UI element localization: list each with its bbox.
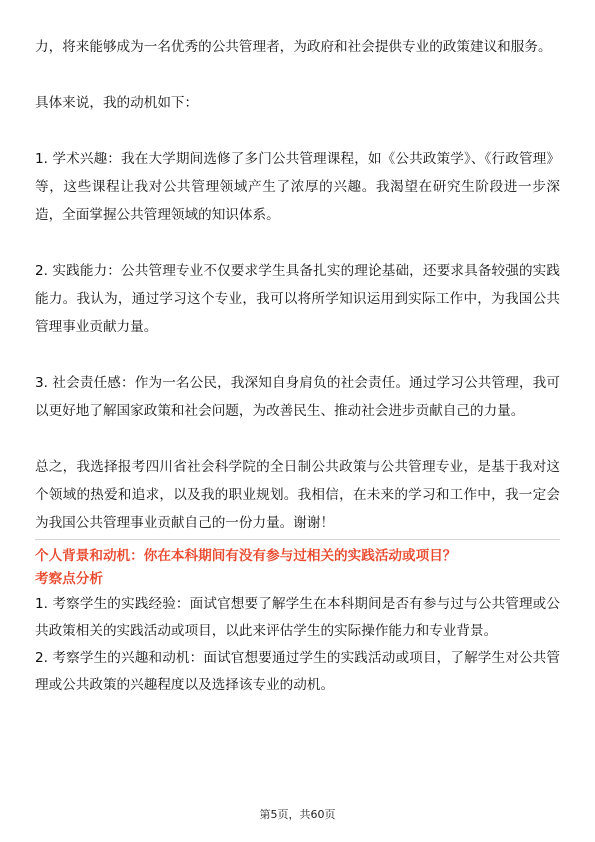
question-section: [35, 539, 560, 699]
paragraph-academic-interest: 1. 学术兴趣：我在大学期间选修了多门公共管理课程，如《公共政策学》、《行政管理》等，这些课程让我对公共管理领域产生了浓厚的兴趣。我渴望在研究生阶段进一步深造，全面掌握公共管理领域的知识体系。: [35, 151, 560, 223]
question-title: 个人背景和动机：你在本科期间有没有参与过相关的实践活动或项目？: [35, 548, 457, 564]
paragraph-motivation-intro: 具体来说，我的动机如下：: [35, 95, 199, 111]
analysis-point-1: 1. 考察学生的实践经验：面试官想要了解学生在本科期间是否有参与过与公共管理或公共政策相关的实践活动或项目，以此来评估学生的实际操作能力和专业背景。: [35, 596, 560, 639]
paragraph-social-responsibility: 3. 社会责任感：作为一名公民，我深知自身肩负的社会责任。通过学习公共管理，我可以更好地了解国家政策和社会问题，为改善民生、推动社会进步贡献自己的力量。: [35, 375, 560, 419]
document-body: [35, 33, 560, 699]
analysis-point-2: 2. 考察学生的兴趣和动机：面试官想要通过学生的实践活动或项目，了解学生对公共管理或公共政策的兴趣程度以及选择该专业的动机。: [35, 650, 560, 693]
page-number: 第5页，共60页: [259, 808, 336, 821]
analysis-heading: 考察点分析: [35, 571, 103, 587]
paragraph-continuation: 力，将来能够成为一名优秀的公共管理者，为政府和社会提供专业的政策建议和服务。: [35, 39, 552, 55]
paragraph-practical-ability: 2. 实践能力：公共管理专业不仅要求学生具备扎实的理论基础，还要求具备较强的实践能力。我认为，通过学习这个专业，我可以将所学知识运用到实际工作中，为我国公共管理事业贡献力量。: [35, 263, 560, 335]
paragraph-conclusion: 总之，我选择报考四川省社会科学院的全日制公共政策与公共管理专业，是基于我对这个领域的热爱和追求，以及我的职业规划。我相信，在未来的学习和工作中，我一定会为我国公共管理事业贡献自己的一份力量。谢谢！: [35, 459, 560, 531]
